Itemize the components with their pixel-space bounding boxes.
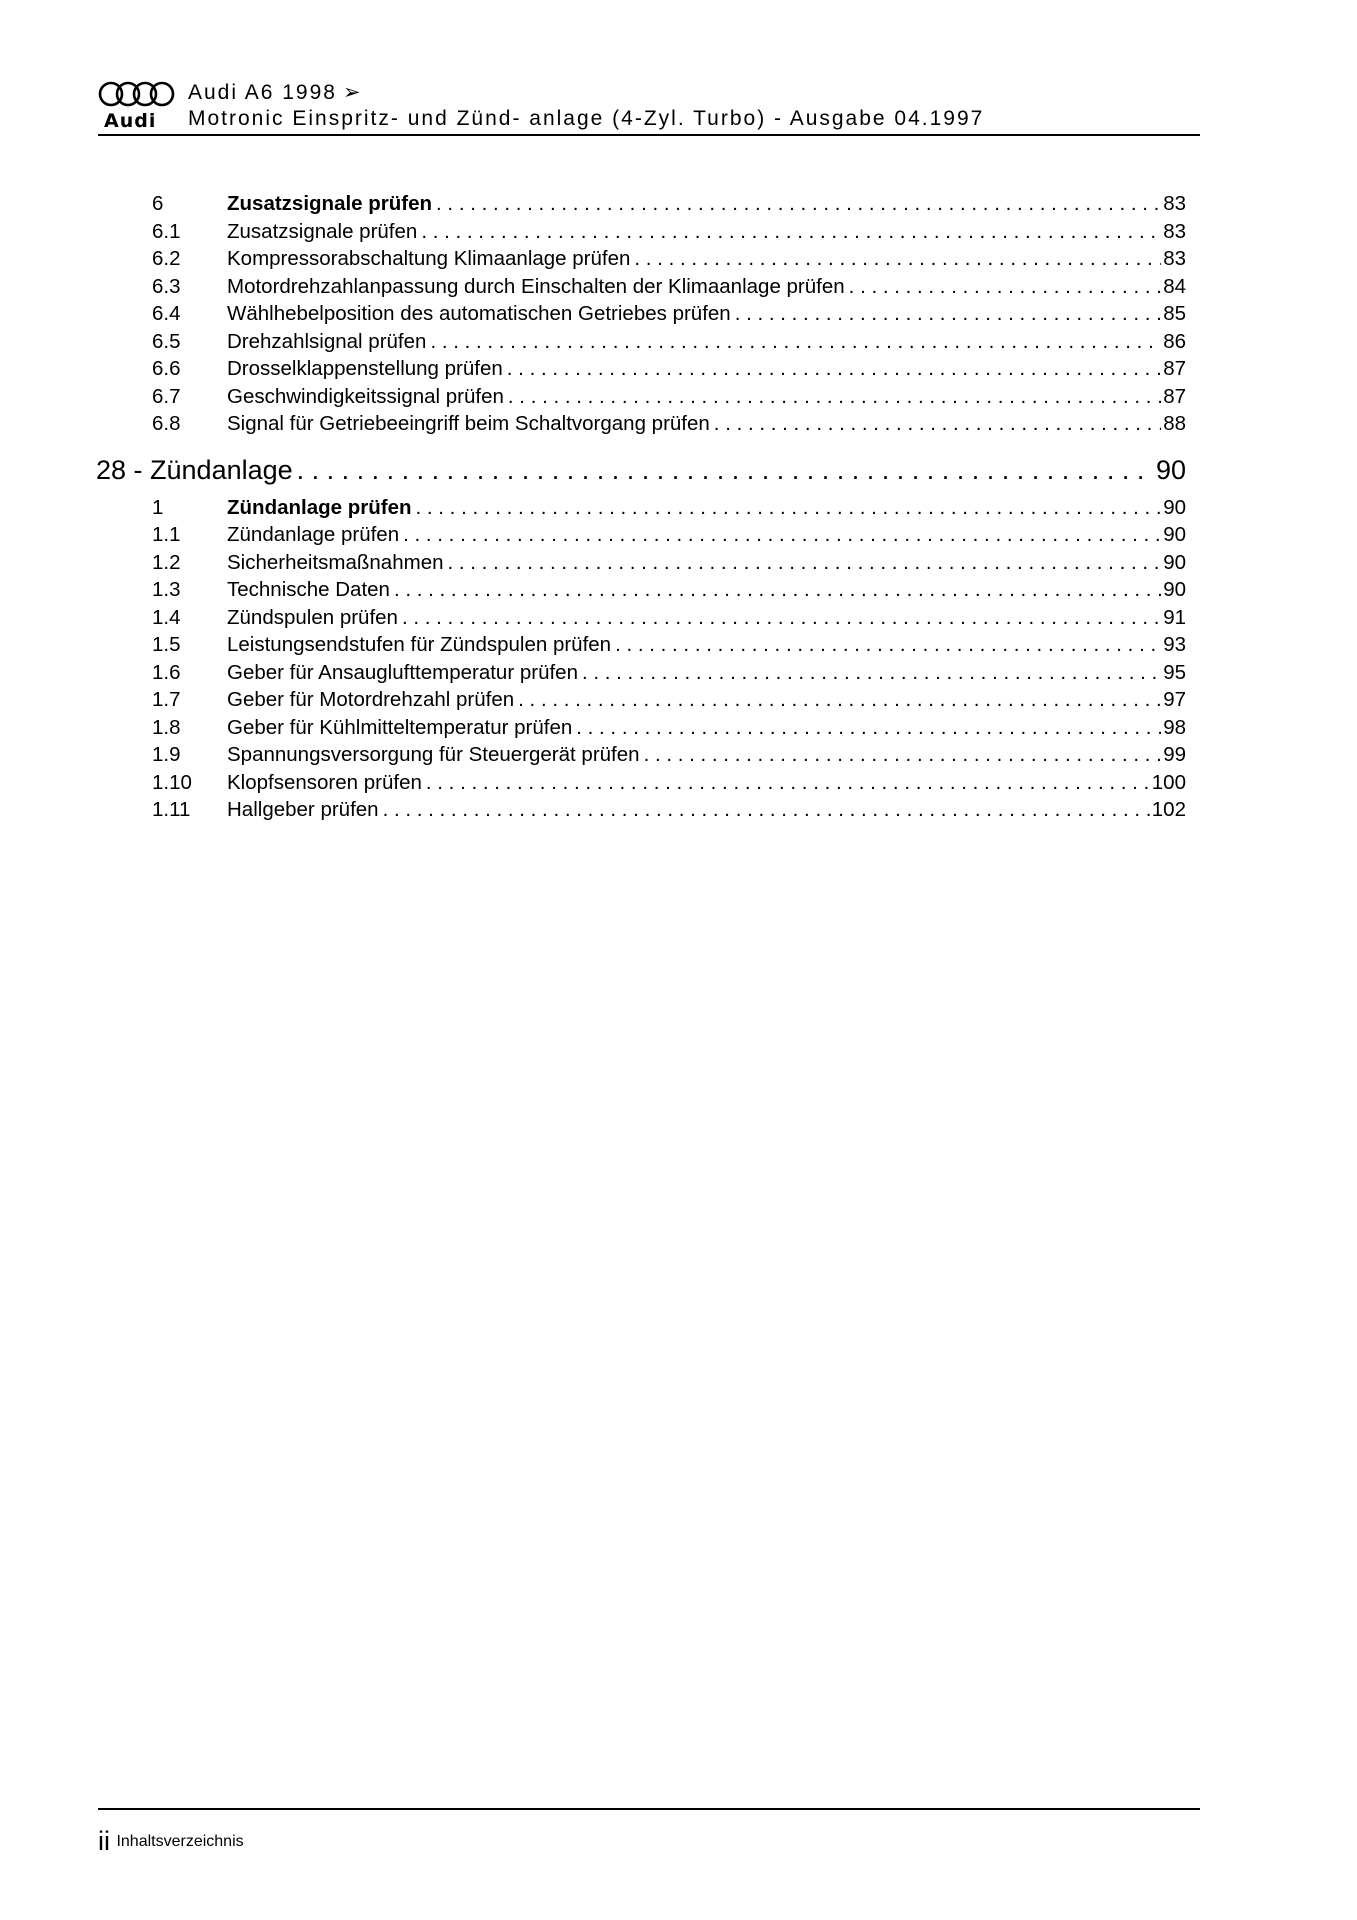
toc-entry-line: [227, 521, 1186, 549]
dot-leader: [430, 328, 1161, 356]
toc-entry-title: Zündspulen prüfen: [227, 605, 398, 629]
dot-leader: [634, 245, 1161, 273]
toc-entry-number: 6: [152, 192, 164, 215]
toc-entry-page: 83: [1163, 192, 1186, 215]
header-model-text: Audi A6 1998: [188, 81, 337, 104]
dot-leader: [436, 190, 1161, 218]
toc-entry-line: [227, 686, 1186, 714]
toc-section-6: [96, 190, 1186, 438]
toc-entry-page: 88: [1163, 412, 1186, 435]
toc-entry-number: 1.1: [152, 523, 181, 546]
toc-entry-title: Geber für Kühlmitteltemperatur prüfen: [227, 715, 573, 739]
toc-section-1: [96, 494, 1186, 824]
toc-entry-number: 6.2: [152, 247, 181, 270]
toc-entry-number: 1.3: [152, 578, 181, 601]
dot-leader: [297, 446, 1154, 494]
toc-entry[interactable]: [96, 741, 1186, 769]
toc-entry-page: 83: [1163, 219, 1186, 243]
page-number: ii: [98, 1826, 110, 1856]
dot-leader: [714, 410, 1161, 438]
toc-entry[interactable]: [96, 796, 1186, 824]
toc-entry-number: 1.10: [152, 770, 192, 794]
toc-entry-line: [227, 245, 1186, 273]
toc-entry-page: 97: [1163, 688, 1186, 711]
toc-entry-title: Technische Daten: [227, 578, 390, 601]
toc-entry-title: Zündanlage prüfen: [227, 523, 400, 546]
dot-leader: [507, 355, 1161, 383]
toc-entry-line: [227, 659, 1186, 687]
toc-entry-line: [227, 576, 1186, 604]
toc-entry-page: 98: [1163, 715, 1186, 739]
toc-entry[interactable]: [96, 355, 1186, 383]
toc-entry[interactable]: [96, 218, 1186, 246]
dot-leader: [849, 273, 1162, 301]
toc-entry-title: Motordrehzahlanpassung durch Einschalten der Klimaanlage prüfen: [227, 274, 845, 298]
toc-entry-number: 6.3: [152, 274, 181, 298]
toc-entry-title: Zusatzsignale prüfen: [227, 192, 433, 215]
toc-entry[interactable]: [96, 300, 1186, 328]
toc-entry-title: Hallgeber prüfen: [227, 798, 379, 821]
dot-leader: [416, 494, 1162, 522]
toc-entry-title: Sicherheitsmaßnahmen: [227, 550, 444, 574]
toc-entry-number: 1.8: [152, 715, 181, 739]
toc-entry-line: [227, 190, 1186, 218]
toc-entry[interactable]: [96, 714, 1186, 742]
toc-entry-number: 1.11: [152, 798, 191, 821]
toc-entry-page: 90: [1163, 523, 1186, 546]
dot-leader: [403, 521, 1161, 549]
toc-entry[interactable]: [96, 245, 1186, 273]
dot-leader: [402, 604, 1161, 632]
toc-entry-number: 1.5: [152, 633, 181, 656]
toc-entry[interactable]: [96, 604, 1186, 632]
toc-entry-page: 90: [1163, 495, 1186, 519]
toc-entry[interactable]: [96, 383, 1186, 411]
toc-entry-page: 86: [1163, 329, 1186, 353]
toc-chapter-28[interactable]: [96, 446, 1186, 494]
toc-entry[interactable]: [96, 576, 1186, 604]
dot-leader: [518, 686, 1161, 714]
toc-entry-line: [227, 796, 1186, 824]
toc-entry-page: 84: [1163, 274, 1186, 298]
dot-leader: [582, 659, 1161, 687]
toc-entry-page: 91: [1163, 605, 1186, 629]
toc-entry-line: [227, 218, 1186, 246]
toc-entry-line: [227, 714, 1186, 742]
toc-entry-number: 1: [152, 495, 164, 519]
toc-entry-title: Wählhebelposition des automatischen Getriebes prüfen: [227, 302, 731, 325]
header-subtitle: Motronic Einspritz- und Zünd- anlage (4-Zyl. Turbo) - Ausgabe 04.1997: [188, 107, 985, 130]
toc-entry-page: 99: [1163, 743, 1186, 766]
toc-entry-page: 95: [1163, 660, 1186, 684]
toc-entry-page: 85: [1163, 302, 1186, 325]
page-footer: [98, 1826, 244, 1857]
toc-entry-number: 6.5: [152, 329, 181, 353]
toc-entry[interactable]: [96, 549, 1186, 577]
toc-entry[interactable]: [96, 769, 1186, 797]
toc-entry-title: Geschwindigkeitssignal prüfen: [227, 384, 504, 408]
audi-wordmark: Audi: [104, 110, 157, 132]
footer-rule: [98, 1808, 1200, 1810]
toc-entry-page: 90: [1163, 578, 1186, 601]
toc-entry-line: [227, 631, 1186, 659]
dot-leader: [735, 300, 1161, 328]
toc-entry-line: [227, 769, 1186, 797]
toc-entry[interactable]: [96, 328, 1186, 356]
toc-entry-number: 1.4: [152, 605, 181, 629]
chapter-page: 90: [1155, 454, 1186, 485]
toc-entry-title: Geber für Ansauglufttemperatur prüfen: [227, 660, 578, 684]
toc-entry[interactable]: [96, 659, 1186, 687]
toc-entry[interactable]: [96, 521, 1186, 549]
toc-entry-line: [227, 549, 1186, 577]
toc-entry[interactable]: [96, 631, 1186, 659]
footer-label: Inhaltsverzeichnis: [116, 1832, 244, 1850]
dot-leader: [448, 549, 1162, 577]
toc-entry-title: Kompressorabschaltung Klimaanlage prüfen: [227, 247, 631, 270]
toc-entry-line: [227, 604, 1186, 632]
toc-entry-page: 93: [1163, 633, 1186, 656]
table-of-contents: [96, 190, 1186, 824]
header-model: [188, 80, 363, 105]
toc-entry-title: Zusatzsignale prüfen: [227, 219, 418, 243]
dot-leader: [383, 796, 1150, 824]
toc-entry-title: Drosselklappenstellung prüfen: [227, 357, 503, 380]
toc-entry-title: Geber für Motordrehzahl prüfen: [227, 688, 515, 711]
toc-entry[interactable]: [96, 410, 1186, 438]
toc-entry-title: Spannungsversorgung für Steuergerät prüfen: [227, 743, 640, 766]
toc-entry-number: 6.8: [152, 412, 181, 435]
dot-leader: [508, 383, 1161, 411]
toc-entry-page: 83: [1163, 247, 1186, 270]
toc-entry[interactable]: [96, 273, 1186, 301]
toc-entry-line: [227, 355, 1186, 383]
toc-entry-page: 102: [1151, 798, 1186, 821]
page-header: [98, 76, 1200, 136]
toc-entry-number: 1.2: [152, 550, 181, 574]
toc-entry-page: 100: [1151, 770, 1186, 794]
toc-entry[interactable]: [96, 190, 1186, 218]
dot-leader: [615, 631, 1161, 659]
toc-entry-number: 1.7: [152, 688, 181, 711]
toc-entry-page: 90: [1163, 550, 1186, 574]
dot-leader: [644, 741, 1162, 769]
toc-entry-title: Leistungsendstufen für Zündspulen prüfen: [227, 633, 612, 656]
arrow-right-icon: ➢: [342, 81, 363, 104]
dot-leader: [394, 576, 1161, 604]
toc-entry-title: Signal für Getriebeeingriff beim Schaltvorgang prüfen: [227, 412, 710, 435]
toc-entry[interactable]: [96, 494, 1186, 522]
toc-entry-title: Drehzahlsignal prüfen: [227, 329, 427, 353]
chapter-title: 28 - Zündanlage: [96, 454, 293, 485]
toc-entry-number: 1.6: [152, 660, 181, 684]
toc-entry-line: [227, 494, 1186, 522]
toc-entry-number: 1.9: [152, 743, 181, 766]
audi-rings-logo: [98, 80, 176, 108]
toc-entry-line: [227, 410, 1186, 438]
dot-leader: [576, 714, 1161, 742]
toc-entry-line: [227, 273, 1186, 301]
toc-entry-page: 87: [1163, 357, 1186, 380]
toc-entry-number: 6.1: [152, 219, 181, 243]
toc-entry-line: [227, 741, 1186, 769]
toc-entry-title: Klopfsensoren prüfen: [227, 770, 422, 794]
toc-entry-number: 6.7: [152, 384, 181, 408]
toc-entry-page: 87: [1163, 384, 1186, 408]
toc-entry-line: [227, 328, 1186, 356]
toc-entry-title: Zündanlage prüfen: [227, 495, 412, 519]
toc-entry-number: 6.4: [152, 302, 181, 325]
toc-entry[interactable]: [96, 686, 1186, 714]
toc-entry-number: 6.6: [152, 357, 181, 380]
dot-leader: [421, 218, 1161, 246]
toc-entry-line: [227, 300, 1186, 328]
dot-leader: [426, 769, 1150, 797]
toc-entry-line: [227, 383, 1186, 411]
